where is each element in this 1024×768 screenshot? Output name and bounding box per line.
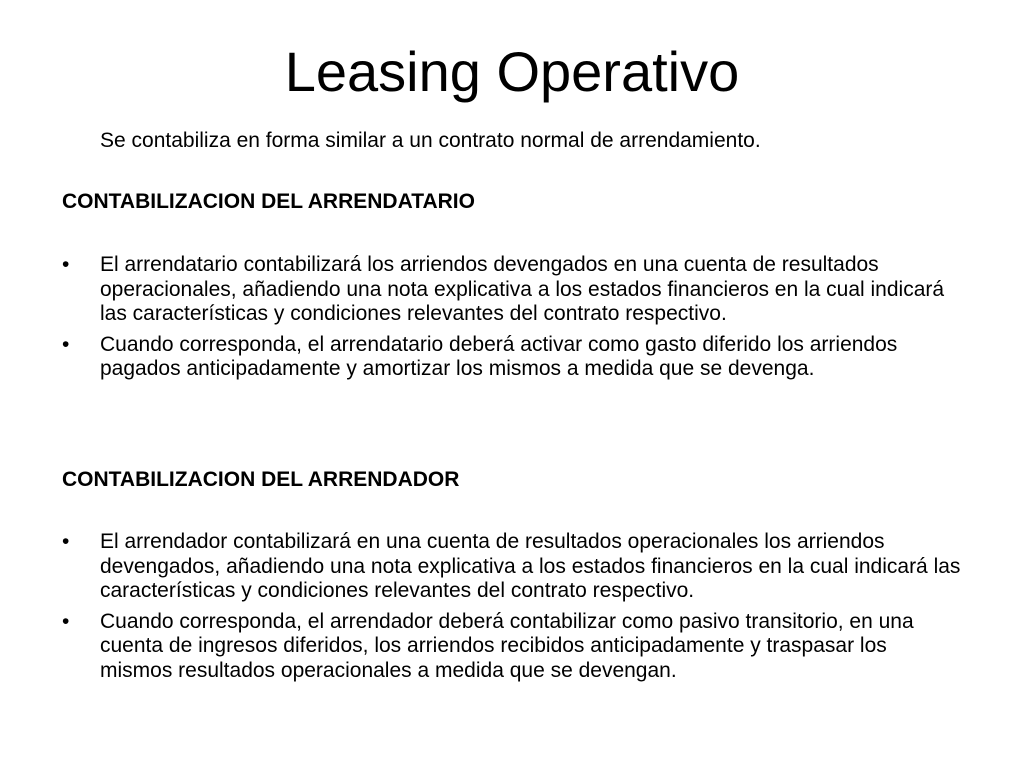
- bullet-text: El arrendatario contabilizará los arriendos devengados en una cuenta de resultados operacionales, añadiendo una nota explicativa a los estados financieros en la cual indicará las características y condiciones relevantes del contrato respectivo.: [100, 253, 945, 325]
- bullet-text: El arrendador contabilizará en una cuenta de resultados operacionales los arriendos devengados, añadiendo una nota explicativa a los estados financieros en la cual indicará las características y condiciones relevantes del contrato respectivo.: [100, 530, 961, 602]
- bullet-text: Cuando corresponda, el arrendador deberá contabilizar como pasivo transitorio, en una cuenta de ingresos diferidos, los arriendos recibidos anticipadamente y traspasar los mismos resultados operacionales a medida que se devengan.: [100, 609, 914, 682]
- list-item: [62, 333, 962, 382]
- list-item: [62, 253, 962, 327]
- section-heading-arrendador: CONTABILIZACION DEL ARRENDADOR: [62, 468, 460, 491]
- list-item: [62, 610, 962, 684]
- bullet-list-arrendatario: [62, 253, 962, 388]
- section-heading-arrendatario: CONTABILIZACION DEL ARRENDATARIO: [62, 190, 475, 213]
- bullet-list-arrendador: [62, 530, 962, 689]
- slide-title: Leasing Operativo: [284, 40, 740, 103]
- slide-subtitle: Se contabiliza en forma similar a un contrato normal de arrendamiento.: [100, 129, 761, 152]
- list-item: [62, 530, 962, 604]
- bullet-icon: •: [62, 530, 70, 553]
- bullet-text: Cuando corresponda, el arrendatario deberá activar como gasto diferido los arriendos pagados anticipadamente y amortizar los mismos a medida que se devenga.: [100, 332, 898, 380]
- bullet-icon: •: [62, 332, 70, 356]
- bullet-icon: •: [62, 253, 70, 276]
- bullet-icon: •: [62, 609, 70, 633]
